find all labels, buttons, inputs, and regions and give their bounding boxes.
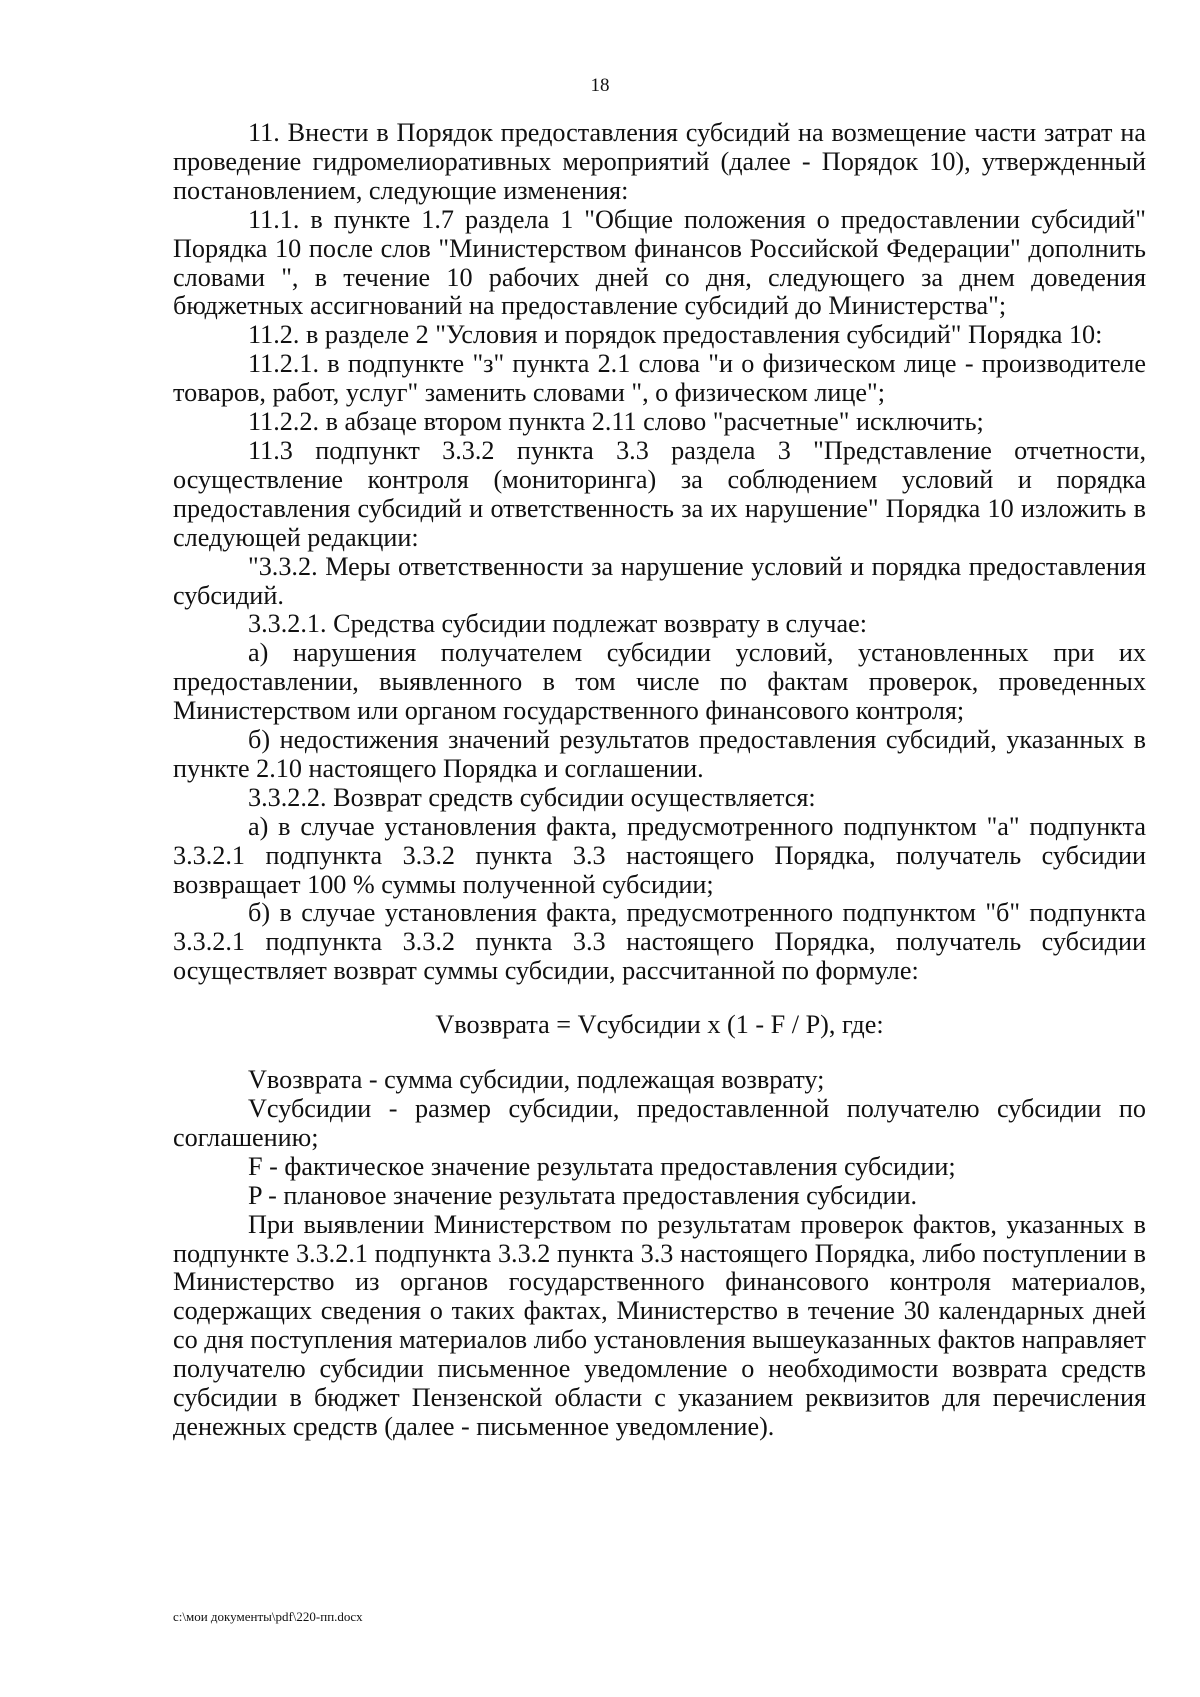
paragraph: б) недостижения значений результатов предоставления субсидий, указанных в пункте 2.10 настоящего Порядка и соглашении. — [173, 725, 1146, 783]
paragraph: 11.2.1. в подпункте "з" пункта 2.1 слова "и о физическом лице - производителе товаров, работ, услуг" заменить словами ", о физическом лице"; — [173, 349, 1146, 408]
paragraph: Vвозврата - сумма субсидии, подлежащая возврату; — [248, 1065, 825, 1095]
paragraph: 11.2.2. в абзаце втором пункта 2.11 слово "расчетные" исключить; — [248, 407, 984, 437]
paragraph: б) в случае установления факта, предусмотренного подпунктом "б" подпункта 3.3.2.1 подпункта 3.3.2 пункта 3.3 настоящего Порядка, получатель субсидии осуществляет возврат суммы субсидии, рассчитанной по формуле: — [173, 898, 1146, 986]
paragraph: 11.3 подпункт 3.3.2 пункта 3.3 раздела 3 "Представление отчетности, осуществление контроля (мониторинга) за соблюдением условий и порядка предоставления субсидий и ответственность за их нарушение" Порядка 10 изложить в следующей редакции: — [173, 435, 1146, 552]
paragraph: 11. Внести в Порядок предоставления субсидий на возмещение части затрат на проведение гидромелиоративных мероприятий (далее - Порядок 10), утвержденный постановлением, следующие изменения: — [173, 118, 1146, 205]
document-body — [173, 119, 1146, 1442]
paragraph: Vсубсидии - размер субсидии, предоставленной получателю субсидии по соглашению; — [173, 1094, 1146, 1152]
paragraph: а) в случае установления факта, предусмотренного подпунктом "а" подпункта 3.3.2.1 подпункта 3.3.2 пункта 3.3 настоящего Порядка, получатель субсидии возвращает 100 % суммы полученной субсидии; — [173, 811, 1146, 899]
footer-file-path: c:\мои документы\pdf\220-пп.docx — [173, 1609, 363, 1624]
formula: Vвозврата = Vсубсидии x (1 - F / P), где: — [435, 1010, 884, 1040]
paragraph: "3.3.2. Меры ответственности за нарушение условий и порядка предоставления субсидий. — [173, 551, 1146, 610]
paragraph: 11.2. в разделе 2 "Условия и порядок предоставления субсидий" Порядка 10: — [248, 320, 1103, 350]
paragraph: При выявлении Министерством по результатам проверок фактов, указанных в подпункте 3.3.2.1 подпункта 3.3.2 пункта 3.3 настоящего Порядка, либо поступлении в Министерство из органов государственного финансового контроля материалов, содержащих сведения о таких фактах, Министерство в течение 30 календарных дней со дня поступления материалов либо установления вышеуказанных фактов направляет получателю субсидии письменное уведомление о необходимости возврата средств субсидии в бюджет Пензенской области с указанием реквизитов для перечисления денежных средств (далее - письменное уведомление). — [173, 1209, 1146, 1441]
paragraph: а) нарушения получателем субсидии условий, установленных при их предоставлении, выявленного в том числе по фактам проверок, проведенных Министерством или органом государственного финансового контроля; — [173, 638, 1146, 726]
paragraph: F - фактическое значение результата предоставления субсидии; — [248, 1151, 956, 1181]
paragraph: 11.1. в пункте 1.7 раздела 1 "Общие положения о предоставлении субсидий" Порядка 10 после слов "Министерством финансов Российской Федерации" дополнить словами ", в течение 10 рабочих дней со дня, следующего за днем доведения бюджетных ассигнований на предоставление субсидий до Министерства"; — [173, 204, 1146, 321]
page-number: 18 — [590, 75, 610, 96]
paragraph: 3.3.2.2. Возврат средств субсидии осуществляется: — [248, 782, 816, 812]
paragraph: P - плановое значение результата предоставления субсидии. — [248, 1180, 918, 1210]
paragraph: 3.3.2.1. Средства субсидии подлежат возврату в случае: — [248, 609, 867, 639]
